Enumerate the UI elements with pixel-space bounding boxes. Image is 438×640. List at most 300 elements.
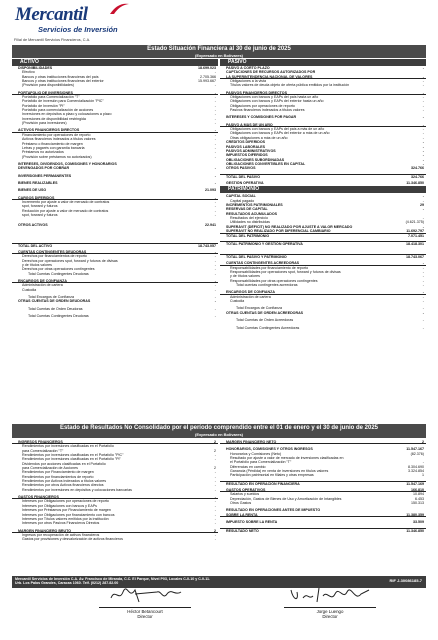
row-label: RESULTADOS ACUMULADOS <box>226 211 278 216</box>
filial-note: Filial de Mercantil Servicios Financieros, C.A. <box>14 38 91 42</box>
statement-row <box>12 83 218 87</box>
row-value: - <box>214 83 216 88</box>
row-label: Obligaciones con bancos y EAPs del país hasta un año <box>230 95 319 100</box>
brand-name: Mercantil <box>15 4 88 25</box>
row-value: - <box>422 299 424 304</box>
row-label: Total Cuentas de Orden Acreedoras <box>236 318 294 323</box>
brand-subtitle: Servicios de Inversión <box>38 25 118 34</box>
row-label: GASTOS FINANCIEROS <box>18 495 59 499</box>
row-value: - <box>422 99 424 104</box>
row-label: PASIVO A CORTO PLAZO <box>226 66 270 70</box>
row-label: para Comercialización de Acciones <box>22 466 78 471</box>
row-label: Financiamiento por operaciones de reporto <box>22 132 91 137</box>
row-label: Gastos por provisiones y desvalorización de activos financieros <box>22 537 123 542</box>
statement-row <box>12 223 218 227</box>
row-value: - <box>214 306 216 311</box>
row-value: 2 <box>214 466 216 471</box>
row-value: - <box>214 90 216 95</box>
row-value: - <box>214 195 216 200</box>
handwritten-signature-1 <box>105 584 185 606</box>
row-value: - <box>214 503 216 508</box>
statement-row <box>12 521 218 525</box>
statement-row <box>220 473 426 477</box>
row-value: - <box>422 310 424 315</box>
row-label: Bancos y otras instituciones financieras del país <box>22 74 99 79</box>
row-label: PASIVOS FINANCIEROS DIRECTOS <box>226 90 287 95</box>
row-label: Rendimientos por inversiones clasificadas en el Portafolio "PI" <box>22 457 121 462</box>
row-label: Dividendos por acciones clasificadas en el Portafolio <box>22 461 106 466</box>
row-value: - <box>422 294 424 299</box>
row-label: Pasivos financieros indexados a títulos valores <box>230 108 305 113</box>
row-label: Total Cuentas de Orden Deudoras <box>28 306 83 311</box>
row-value: - <box>422 215 424 220</box>
row-value: - <box>422 140 424 145</box>
row-label: Préstamo o financiamiento de margen <box>22 141 83 146</box>
handwritten-signature-2 <box>285 584 375 606</box>
row-value: 10.894 <box>413 492 424 497</box>
row-value: - <box>422 270 424 275</box>
row-label: INGRESOS FINANCIEROS <box>18 440 63 444</box>
row-label: Administración de cartera <box>230 294 271 299</box>
row-value: - <box>214 99 216 104</box>
row-value: - <box>214 263 216 268</box>
row-label: Rendimientos por Activos indexados a títulos valores <box>22 479 107 484</box>
row-value: - <box>214 70 216 75</box>
balance-title-bar <box>12 45 426 58</box>
row-label: Intereses por Obligaciones con bancos y EAPs <box>22 503 97 508</box>
row-label: SOBRE LA RENTA <box>226 512 258 517</box>
row-value: 11.346.850 <box>406 528 424 532</box>
row-value: - <box>214 479 216 484</box>
row-label: OTRAS CUENTAS DE ORDEN ACREEDORAS <box>226 310 304 315</box>
statement-row <box>12 288 218 292</box>
row-label: Custodia <box>22 287 37 292</box>
row-value: 11.692.797 <box>406 229 424 233</box>
row-label: PASIVO A MÁS DE UN AÑO <box>226 122 273 127</box>
row-label: Intereses por Títulos valores emitidos por la institución <box>22 516 109 521</box>
row-label: Obligaciones con bancos y EAPs del exterior a más de un año <box>230 131 330 136</box>
row-label: IMPUESTOS DIFERIDOS <box>226 153 268 158</box>
statement-row <box>12 537 218 541</box>
row-label: INCREMENTOS PATRIMONIALES <box>226 202 283 207</box>
statement-row <box>12 121 218 125</box>
row-label: TOTAL DEL ACTIVO <box>18 243 53 247</box>
row-label: Rendimientos por otros Activos financieros directos <box>22 483 104 488</box>
row-label: CUENTAS CONTINGENTES DEUDORAS <box>18 250 87 254</box>
row-value: - <box>214 95 216 100</box>
row-label: Total Cuentas Contingentes Acreedoras <box>236 325 300 330</box>
row-label: RESERVAS DE CAPITAL <box>226 207 268 212</box>
row-value: 11.346.850 <box>406 180 424 185</box>
statement-row <box>220 326 426 330</box>
statement-row <box>12 174 218 178</box>
row-label: Obligaciones con bancos y EAPs del país a más de un año <box>230 127 325 132</box>
row-value: - <box>422 318 424 323</box>
row-label: Obligaciones por operaciones de reporto <box>230 103 295 108</box>
row-label: CAPTACIONES DE RECURSOS AUTORIZADOS POR <box>226 70 316 75</box>
row-value: - <box>422 135 424 140</box>
row-value: - <box>214 287 216 292</box>
row-label: Otras obligaciones a más de un año <box>230 135 288 140</box>
row-value: - <box>422 153 424 158</box>
row-value: - <box>214 137 216 142</box>
row-value: 18.418.301 <box>406 241 424 246</box>
row-value: - <box>422 95 424 100</box>
row-value: - <box>214 283 216 288</box>
statement-row <box>12 155 218 159</box>
footer-address-1: Mercantil Servicios de Inversión C.A. Av. Francisco de Miranda, C.C. El Parque, Nivel P03, Locales C-0-10 y C-0-11. <box>15 577 210 581</box>
row-value: - <box>422 161 424 166</box>
row-label: GESTIÓN OPERATIVA <box>226 180 264 185</box>
row-label: Salarios y sueldos <box>230 492 260 497</box>
row-label: Portafolio para comercialización de acciones <box>22 108 94 113</box>
row-value: - <box>214 516 216 521</box>
row-value: - <box>422 83 424 88</box>
row-value: - <box>422 194 424 199</box>
statement-row <box>220 311 426 315</box>
row-value: - <box>214 166 216 171</box>
row-label: Responsabilidades por otras operaciones contingentes <box>230 278 318 283</box>
row-label: Intereses por otros Pasivos Financieros Directos <box>22 521 100 526</box>
row-value: - <box>214 457 216 462</box>
results-title-bar <box>12 424 426 438</box>
row-label: MARGEN FINANCIERO BRUTO <box>18 528 72 532</box>
row-value: - <box>214 483 216 488</box>
row-value: 8.304.690 <box>408 464 424 469</box>
row-value: - <box>422 90 424 95</box>
row-value: 7.071.451 <box>408 234 424 238</box>
row-label: Intereses por Préstamos por Financiamiento de margen <box>22 508 111 513</box>
row-label: INTERESES Y COMISIONES POR PAGAR <box>226 115 297 120</box>
row-label: DEVENGADOS POR COBRAR <box>18 166 70 171</box>
row-value: - <box>214 258 216 263</box>
row-label: (Provisión para inversiones) <box>22 121 67 126</box>
row-label: Bancos y otras instituciones financieras del exterior <box>22 79 104 84</box>
row-value: - <box>214 112 216 117</box>
statement-row <box>220 520 426 524</box>
row-value: 2.705.366 <box>200 74 216 79</box>
row-label: CAPITAL SOCIAL <box>226 194 256 199</box>
row-label: Rendimientos por inversiones clasificadas en el Portafolio "PIC" <box>22 453 124 458</box>
row-value: 11.380.359 <box>406 512 424 517</box>
row-value: - <box>214 145 216 150</box>
row-value: - <box>214 180 216 185</box>
pasivo-column <box>220 59 426 330</box>
statement-row <box>220 108 426 112</box>
row-value: - <box>422 306 424 311</box>
row-value: - <box>422 460 424 465</box>
row-value: - <box>422 127 424 132</box>
row-value: - <box>422 74 424 79</box>
statement-row <box>220 318 426 322</box>
row-label: Efectivo <box>22 70 35 75</box>
row-value: 29 <box>420 202 424 207</box>
row-label: SUPERÁVIT (DÉFICIT) NO REALIZADO POR AJUSTE A VALOR MERCADO <box>226 224 353 229</box>
row-value: - <box>214 199 216 204</box>
row-label: Capital pagado <box>230 198 255 203</box>
mercantil-logo <box>12 4 162 38</box>
statement-row <box>12 213 218 217</box>
row-label: Portafolio de Inversión "PI" <box>22 103 65 108</box>
row-value: 33.509 <box>413 520 424 525</box>
row-label: Rendimientos por inversiones clasificadas en el Portafolio <box>22 444 114 449</box>
row-value: - <box>214 521 216 526</box>
row-value: - <box>214 204 216 209</box>
row-value: - <box>422 115 424 120</box>
balance-subtitle: (Expresado en Bolívares) <box>194 53 244 58</box>
row-value: - <box>214 116 216 121</box>
row-label: Títulos valores de deuda objeto de oferta pública emitidos por la institución <box>230 83 350 88</box>
row-label: Intereses por Obligaciones por financiamiento con bancos <box>22 512 115 517</box>
row-value: - <box>422 103 424 108</box>
row-label: TOTAL DEL PASIVO <box>226 174 261 178</box>
row-label: PASIVOS ADMINISTRATIVOS <box>226 148 276 153</box>
row-label: Resultados del ejercicio <box>230 215 268 220</box>
row-label: TOTAL DEL PATRIMONIO <box>226 234 270 238</box>
balance-title: Estado Situación Financiera al 30 de junio de 2025 <box>147 46 291 52</box>
row-label: Derechos por operaciones spot, forward y futuros de divisas <box>22 258 118 263</box>
row-label: Portafolio para Comercialización "T" <box>22 95 80 100</box>
row-label: Ingresos por recuperación de activos financieros <box>22 532 100 537</box>
row-value: - <box>422 108 424 113</box>
signature-block-2 <box>270 584 390 619</box>
row-value: 2 <box>214 440 216 444</box>
row-value: - <box>422 290 424 295</box>
row-value: - <box>422 122 424 127</box>
row-value: - <box>214 508 216 513</box>
row-label: Resultado por ajuste a valor de mercado de inversiones clasificadas en <box>230 456 344 461</box>
row-value: - <box>214 254 216 259</box>
row-value: - <box>422 283 424 288</box>
row-value: - <box>214 208 216 213</box>
row-label: Intereses por Obligaciones por operaciones de reporto <box>22 499 109 504</box>
row-label: Obligaciones con bancos y EAPs del exterior hasta un año <box>230 99 324 104</box>
row-label: y de títulos valores <box>22 263 52 268</box>
row-value: 166.810 <box>411 488 424 493</box>
row-value: 3.324.854 <box>408 469 424 474</box>
statement-row <box>220 299 426 303</box>
statement-row <box>220 283 426 287</box>
row-value: - <box>422 79 424 84</box>
row-label: (Provisión sobre préstamos no autorizados) <box>22 154 92 159</box>
row-label: Activos financieros indexados a títulos valores <box>22 137 96 142</box>
row-value: 11.547.169 <box>406 481 424 486</box>
row-label: OTRAS CUENTAS DE ORDEN DEUDORAS <box>18 299 91 304</box>
row-value: - <box>214 499 216 504</box>
row-label: Participación patrimonial en filiales y otras empresas <box>230 473 314 478</box>
row-label: Letras y pagarés con garantía bancaria <box>22 145 85 150</box>
row-value: - <box>422 261 424 266</box>
row-label: Rendimientos por Financiamiento de margen <box>22 470 94 475</box>
row-value: - <box>214 150 216 155</box>
results-title: Estado de Resultados No Consolidado por el período comprendido entre el 01 de enero y el 30 de junio de 2025 <box>59 425 379 431</box>
row-label: RESULTADO EN OPERACIÓN FINANCIERA <box>226 481 300 486</box>
row-value: 18.743.057 <box>198 243 216 247</box>
row-label: GASTOS OPERATIVOS <box>226 488 266 492</box>
row-value: - <box>214 132 216 137</box>
statement-row <box>12 166 218 170</box>
signatory-role-1: Director <box>137 614 153 619</box>
section-header: PATRIMONIO <box>220 186 426 193</box>
signatory-name-2: Jorge Luengo <box>316 609 344 614</box>
row-value: 1 <box>422 473 424 478</box>
row-label: Total Cuentas Contingentes Deudoras <box>28 314 89 319</box>
row-label: Responsabilidades por financiamiento de reporto <box>230 265 309 270</box>
row-value: - <box>214 512 216 517</box>
row-label: Incremento por ajuste a valor de mercado de contratos <box>22 199 110 204</box>
row-label: Derechos por otras operaciones contingentes <box>22 267 95 272</box>
row-label: Rendimientos por inversiones en depósitos y colocaciones bancarias <box>22 487 132 492</box>
row-label: spot, forward y futuros <box>22 212 58 217</box>
statement-row <box>220 501 426 505</box>
statement-row <box>220 115 426 119</box>
row-label: INTERESES, DIVIDENDOS, COMISIONES Y HONORARIOS <box>18 161 117 166</box>
row-label: BIENES DE USO <box>18 188 47 193</box>
statement-row <box>12 188 218 192</box>
row-value: - <box>422 274 424 279</box>
row-value: - <box>214 267 216 272</box>
row-value: - <box>214 154 216 159</box>
row-label: Rendimientos por financiamientos de reporto <box>22 474 94 479</box>
row-value: - <box>422 144 424 149</box>
row-label: OTROS PASIVOS <box>226 166 256 171</box>
row-label: spot, forward y futuros <box>22 204 58 209</box>
signatory-name-1: Héctor Betancourt <box>127 609 163 614</box>
row-label: el Portafolio para Comercialización "T" <box>230 460 292 465</box>
row-value: (4.621.375) <box>405 220 424 225</box>
results-left-column <box>12 440 218 542</box>
row-label: CRÉDITOS DIFERIDOS <box>226 140 266 145</box>
row-value: 21.093 <box>205 188 216 193</box>
row-label: CARGOS DIFERIDOS <box>18 195 55 199</box>
row-label: IMPUESTO SOBRE LA RENTA <box>226 520 278 525</box>
statement-row <box>220 174 426 178</box>
row-value: - <box>214 453 216 458</box>
row-value: 18.699.023 <box>198 66 216 70</box>
statement-row <box>12 488 218 492</box>
results-subtitle: (Expresado en Bolívares) <box>194 432 244 437</box>
row-label: Derechos por financiamientos de reporto <box>22 254 87 259</box>
row-value: - <box>214 212 216 217</box>
statement-row <box>12 243 218 247</box>
row-value: - <box>214 141 216 146</box>
footer-address-2: Urb. Los Palos Grandes, Caracas 1060. Telf. (0212) 287.82.00 <box>15 581 119 586</box>
row-label: CUENTAS CONTINGENTES ACREEDORAS <box>226 261 300 265</box>
statement-row <box>220 241 426 245</box>
pasivo-header: PASIVO <box>220 59 426 66</box>
row-value: 2 <box>214 528 216 533</box>
row-value: 2 <box>214 448 216 453</box>
row-value: 18.743.067 <box>406 255 424 259</box>
activo-column <box>12 59 218 318</box>
row-label: y de títulos valores <box>230 274 260 279</box>
statement-row <box>12 272 218 276</box>
row-label: Responsabilidades por operaciones spot, forward y futuros de divisas <box>230 270 341 275</box>
row-value: - <box>422 131 424 136</box>
row-value: 2 <box>422 440 424 444</box>
row-value: - <box>214 299 216 304</box>
footer-rif: RIF J-30086185-7 <box>389 578 422 583</box>
row-label: SUPERÁVIT NO REALIZADO POR DIFERENCIAL CAMBIARIO <box>226 229 331 233</box>
row-value: - <box>214 128 216 133</box>
row-value: - <box>214 314 216 319</box>
statement-row <box>12 299 218 303</box>
statement-row <box>220 181 426 185</box>
row-label: DISPONIBILIDADES <box>18 66 53 70</box>
row-value: - <box>422 157 424 162</box>
row-label: Utilidades no distribuidas <box>230 220 270 225</box>
row-value: - <box>214 474 216 479</box>
row-label: PASIVOS LABORALES <box>226 144 266 149</box>
statement-row <box>12 314 218 318</box>
row-label: PORTAFOLIO DE INVERSIONES <box>18 90 73 95</box>
row-label: (Provisión para disponibilidades) <box>22 83 74 88</box>
row-value: - <box>214 121 216 126</box>
row-label: Diferencias en cambio <box>230 464 266 469</box>
row-value: - <box>214 295 216 300</box>
statement-row <box>220 229 426 233</box>
row-label: Depreciación, Gastos de Bienes de Uso y Amortización de Intangibles <box>230 496 342 501</box>
row-label: Inversiones de disponibilidad restringida <box>22 116 86 121</box>
row-value: - <box>214 487 216 492</box>
row-label: OBLIGACIONES SUBORDINADAS <box>226 157 285 162</box>
row-label: Custodia <box>230 299 245 304</box>
row-label: OTROS ACTIVOS <box>18 223 48 228</box>
row-label: TOTAL DEL PASIVO Y PATRIMONIO <box>226 255 287 259</box>
row-label: Otros Gastos <box>230 501 252 506</box>
row-label: Préstamos no autorizados <box>22 150 64 155</box>
activo-header: ACTIVO <box>12 59 218 66</box>
statement-row <box>220 166 426 170</box>
row-value: - <box>422 325 424 330</box>
row-label: ENCARGOS DE CONFIANZA <box>18 279 67 283</box>
row-label: HONORARIOS, COMISIONES Y OTROS INGRESOS <box>226 447 313 452</box>
signatory-role-2: Director <box>322 614 338 619</box>
row-value: - <box>422 265 424 270</box>
statement-row <box>12 307 218 311</box>
row-value: - <box>214 537 216 542</box>
statement-row <box>220 83 426 87</box>
statement-row <box>220 254 426 258</box>
row-value: (82.376) <box>410 451 424 456</box>
row-label: TOTAL PATRIMONIO Y GESTIÓN OPERATIVA <box>226 241 303 246</box>
row-label: Total Encargos de Confianza <box>28 295 74 300</box>
row-label: ACTIVOS FINANCIEROS DIRECTOS <box>18 128 80 132</box>
results-right-column <box>220 440 426 532</box>
row-value: 6.453 <box>415 496 424 501</box>
row-label: RESULTADO EN OPERACIONES ANTES DE IMPUESTO <box>226 508 321 513</box>
statement-row <box>220 481 426 485</box>
row-value: - <box>214 103 216 108</box>
row-label: OBLIGACIONES CONVERTIBLES EN CAPITAL <box>226 161 306 166</box>
row-value: - <box>214 470 216 475</box>
row-value: - <box>422 198 424 203</box>
row-label: Inversiones en depósitos a plazo y colocaciones a plazo <box>22 112 112 117</box>
row-value: - <box>422 148 424 153</box>
row-value: - <box>422 224 424 229</box>
row-value: - <box>214 271 216 276</box>
row-label: para Comercialización "T" <box>22 448 64 453</box>
row-label: MARGEN FINANCIERO NETO <box>226 440 277 444</box>
row-label: ENCARGOS DE CONFIANZA <box>226 290 275 294</box>
row-label: RESULTADO NETO <box>226 528 259 532</box>
swoosh-icon <box>108 2 130 16</box>
row-value: 15.993.667 <box>198 79 216 84</box>
row-label: LA SUPERINTENDENCIA NACIONAL DE VALORES <box>226 74 313 79</box>
row-label: Total Encargos de Confianza <box>236 306 282 311</box>
row-value: - <box>422 66 424 70</box>
row-label: INVERSIONES PERMANENTES <box>18 173 72 178</box>
